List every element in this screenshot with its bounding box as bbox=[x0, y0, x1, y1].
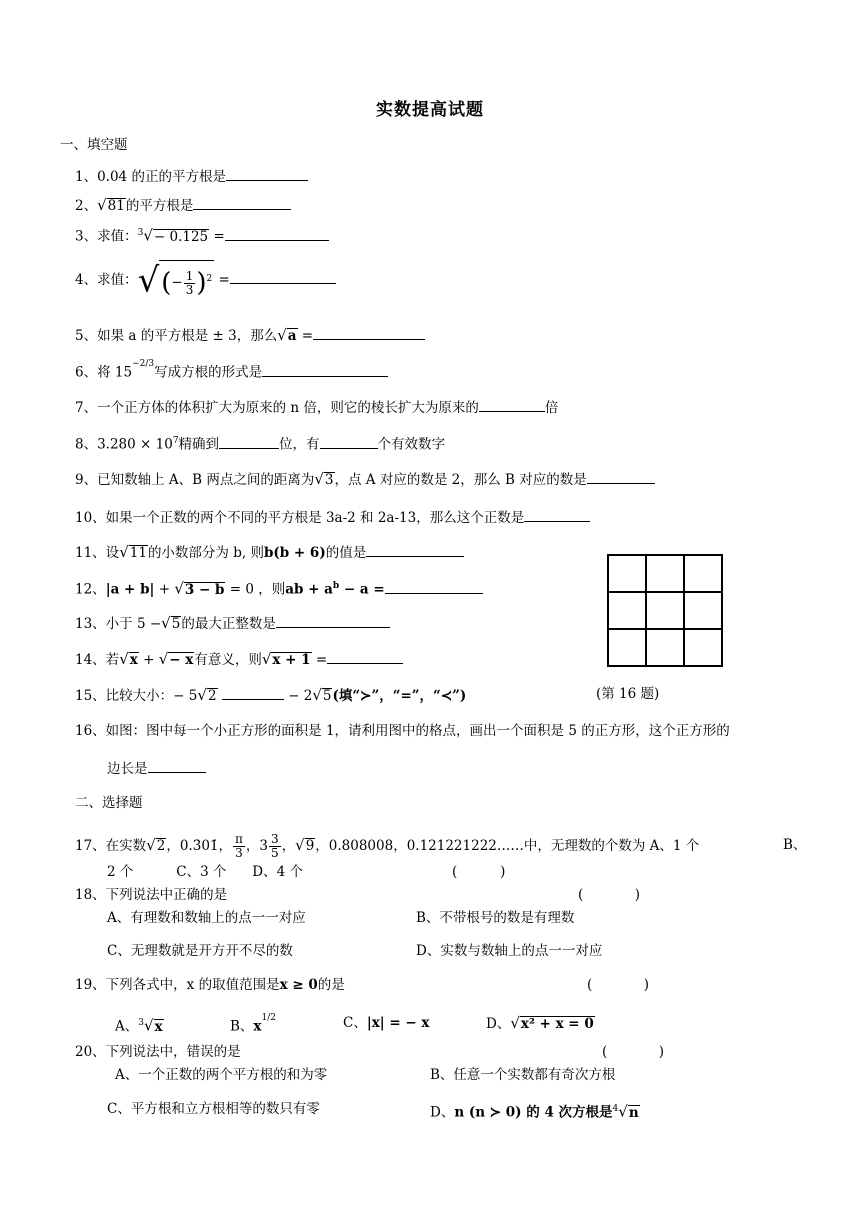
q18-option-c[interactable]: C、无理数就是开方开不尽的数 bbox=[107, 943, 293, 959]
radical-sign: √ bbox=[277, 326, 287, 344]
answer-paren[interactable]: ( ) bbox=[587, 977, 650, 993]
section-fill-in-title: 一、填空题 bbox=[60, 137, 128, 153]
q1-text: 1、0.04 的正的平方根是 bbox=[75, 169, 226, 185]
question-20: 20、下列说法中，错误的是 bbox=[75, 1044, 241, 1060]
radical-sign: √ bbox=[161, 614, 171, 632]
radical-sign: √ bbox=[119, 543, 129, 561]
page-title: 实数提高试题 bbox=[376, 100, 484, 120]
question-13: 13、小于 5 −√5的最大正整数是 bbox=[75, 613, 390, 633]
question-7: 7、一个正方体的体积扩大为原来的 n 倍，则它的棱长扩大为原来的 倍 bbox=[75, 397, 558, 417]
answer-paren[interactable]: ( ) bbox=[452, 864, 506, 880]
answer-paren[interactable]: ( ) bbox=[602, 1044, 665, 1060]
q17-options-line: 2 个 C、3 个 D、4 个 bbox=[107, 864, 303, 880]
exponent: −2/3 bbox=[132, 359, 155, 369]
answer-blank[interactable] bbox=[276, 613, 390, 628]
answer-blank[interactable] bbox=[225, 226, 329, 241]
answer-blank[interactable] bbox=[262, 362, 388, 377]
answer-blank[interactable] bbox=[193, 195, 291, 210]
question-6: 6、将 $15^{-2/3}$写成方根的形式是 bbox=[75, 360, 388, 382]
answer-blank[interactable] bbox=[320, 434, 378, 449]
radical-sign: √ bbox=[314, 470, 324, 488]
answer-blank[interactable] bbox=[222, 685, 284, 700]
q19-option-a[interactable]: A、$^3$√x bbox=[115, 1016, 163, 1035]
question-10: 10、如果一个正数的两个不同的平方根是 3a-2 和 2a-13，那么这个正数是 bbox=[75, 507, 590, 527]
radicand: 81 bbox=[107, 198, 125, 214]
q17-option-b-label: B、 bbox=[783, 837, 807, 853]
q19-option-d[interactable]: D、√x² + x = 0 bbox=[486, 1014, 594, 1032]
question-18: 18、下列说法中正确的是 bbox=[75, 887, 228, 903]
question-8: 8、$3.280 \times 10^7$精确到 位，有 个有效数字 bbox=[75, 432, 445, 454]
answer-blank[interactable] bbox=[587, 469, 655, 484]
question-11: 11、设√11的小数部分为 b, 则b(b + 6)的值是 bbox=[75, 542, 464, 562]
radicand: − 0.125 bbox=[153, 228, 209, 245]
question-19: 19、下列各式中，x 的取值范围是x ≥ 0的是 bbox=[75, 977, 345, 993]
answer-blank[interactable] bbox=[479, 397, 545, 412]
question-1 bbox=[75, 166, 308, 186]
q19-option-b[interactable]: B、$x^{1/2}$ bbox=[230, 1013, 276, 1035]
radical-sign: √ bbox=[174, 579, 184, 598]
radical-sign: √ bbox=[143, 226, 153, 245]
q20-option-d[interactable]: D、n (n ≻ 0) 的 4 次方根是$^4$√n bbox=[430, 1102, 639, 1121]
q18-option-b[interactable]: B、不带根号的数是有理数 bbox=[416, 910, 575, 926]
answer-blank[interactable] bbox=[327, 649, 403, 664]
question-3: 3、求值：$^3$√− 0.125 = bbox=[75, 224, 329, 246]
root-index: 3 bbox=[137, 228, 144, 238]
question-16-line2: 边长是 bbox=[107, 758, 206, 778]
question-4: 4、求值：√(− $\frac{1}{3}$ )$^2$ = bbox=[75, 260, 336, 304]
q18-option-a[interactable]: A、有理数和数轴上的点一一对应 bbox=[107, 910, 306, 926]
radical-sign: √ bbox=[97, 196, 107, 214]
q20-option-c[interactable]: C、平方根和立方根相等的数只有零 bbox=[107, 1101, 320, 1117]
question-15: 15、比较大小：− 5√2 − 2√5(填“≻”，“=”，“≺”) bbox=[75, 686, 467, 704]
q20-option-b[interactable]: B、任意一个实数都有奇次方根 bbox=[430, 1067, 616, 1083]
answer-blank[interactable] bbox=[226, 166, 308, 181]
question-17: 17、在实数√2，0.3̇01̇， $\frac{\pi}{3}$ ，3 $\frac{3}{5}$ ，√9，0.808008，0.121221222……中，无理数的个数为 A、1 个 bbox=[75, 832, 700, 860]
question-12: 12、|a + b| + √3 − b = 0 ，则ab + $a^b - a$ = bbox=[75, 577, 483, 599]
answer-blank[interactable] bbox=[524, 507, 590, 522]
figure-caption: (第 16 题) bbox=[596, 686, 660, 702]
question-16: 16、如图：图中每一个小正方形的面积是 1，请利用图中的格点，画出一个面积是 5 的正方形，这个正方形的 bbox=[75, 723, 730, 739]
q19-option-c[interactable]: C、|x| = − x bbox=[343, 1015, 430, 1031]
q20-option-a[interactable]: A、一个正数的两个平方根的和为零 bbox=[115, 1067, 328, 1083]
question-5: 5、如果 a 的平方根是 ± 3，那么√a = bbox=[75, 325, 425, 345]
question-14: 14、若√x + √− x有意义，则√x + 1 = bbox=[75, 649, 403, 669]
answer-paren[interactable]: ( ) bbox=[578, 887, 641, 903]
grid-figure bbox=[607, 554, 723, 667]
answer-blank[interactable] bbox=[230, 269, 336, 284]
answer-blank[interactable] bbox=[148, 758, 206, 773]
q18-option-d[interactable]: D、实数与数轴上的点一一对应 bbox=[416, 943, 603, 959]
section-choice-title: 二、选择题 bbox=[75, 795, 143, 811]
answer-blank[interactable] bbox=[313, 325, 425, 340]
question-2: 2、√81的平方根是 bbox=[75, 195, 291, 215]
question-9: 9、已知数轴上 A、B 两点之间的距离为√3，点 A 对应的数是 2，那么 B 对应的数是 bbox=[75, 469, 655, 489]
answer-blank[interactable] bbox=[219, 434, 279, 449]
answer-blank[interactable] bbox=[366, 542, 464, 557]
radical-sign: √ bbox=[137, 260, 160, 301]
answer-blank[interactable] bbox=[385, 579, 483, 594]
